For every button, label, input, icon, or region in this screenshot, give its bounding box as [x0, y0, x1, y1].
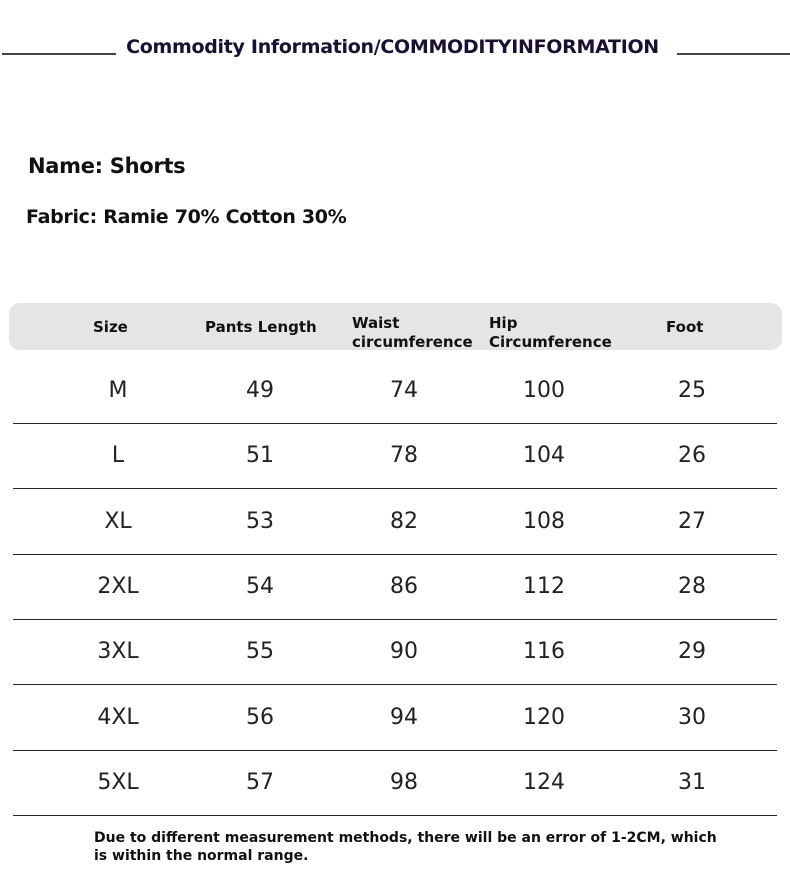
cell-pants-length: 55 [246, 639, 274, 665]
title-divider-right [677, 53, 790, 55]
table-row [13, 620, 777, 685]
cell-pants-length: 56 [246, 704, 274, 730]
cell-size: 3XL [97, 639, 139, 665]
header-size: Size [93, 318, 128, 336]
cell-foot: 25 [678, 378, 706, 403]
size-table-header [9, 303, 782, 350]
cell-foot: 27 [678, 508, 706, 534]
product-fabric: Fabric: Ramie 70% Cotton 30% [26, 206, 347, 228]
cell-hip: 124 [523, 769, 565, 795]
product-name: Name: Shorts [28, 154, 186, 178]
cell-waist: 90 [390, 639, 418, 665]
cell-pants-length: 57 [246, 769, 274, 795]
header-hip-line1: Hip [489, 314, 518, 332]
header-hip [489, 314, 612, 352]
cell-waist: 74 [390, 378, 418, 403]
cell-hip: 116 [523, 639, 565, 665]
cell-size: 2XL [97, 573, 139, 599]
row-divider [13, 815, 777, 816]
cell-foot: 29 [678, 639, 706, 665]
page-title: Commodity Information/COMMODITYINFORMATION [126, 36, 659, 58]
cell-waist: 86 [390, 573, 418, 599]
table-row [13, 359, 777, 424]
cell-size: M [108, 378, 128, 403]
header-waist-line1: Waist [352, 314, 400, 332]
cell-size: L [111, 443, 125, 469]
cell-foot: 30 [678, 704, 706, 730]
cell-waist: 94 [390, 704, 418, 730]
title-divider-left [2, 53, 116, 55]
cell-hip: 108 [523, 508, 565, 534]
cell-pants-length: 49 [246, 378, 274, 403]
header-waist [352, 314, 473, 352]
cell-foot: 26 [678, 443, 706, 469]
table-row [13, 490, 777, 555]
table-row [13, 424, 777, 489]
cell-size: 5XL [97, 769, 139, 795]
table-row [13, 686, 777, 751]
measurement-note: Due to different measurement methods, there will be an error of 1-2CM, which is within the normal range. [94, 830, 717, 864]
cell-hip: 100 [523, 378, 565, 403]
cell-waist: 82 [390, 508, 418, 534]
cell-hip: 112 [523, 573, 565, 599]
cell-pants-length: 54 [246, 573, 274, 599]
cell-foot: 31 [678, 769, 706, 795]
header-pants-length: Pants Length [205, 318, 317, 336]
header-waist-line2: circumference [352, 333, 473, 351]
table-row [13, 555, 777, 620]
cell-pants-length: 53 [246, 508, 274, 534]
cell-pants-length: 51 [246, 443, 274, 469]
cell-hip: 104 [523, 443, 565, 469]
cell-waist: 78 [390, 443, 418, 469]
table-row [13, 751, 777, 816]
header-foot: Foot [666, 318, 704, 336]
cell-size: XL [104, 508, 132, 534]
cell-hip: 120 [523, 704, 565, 730]
cell-size: 4XL [97, 704, 139, 730]
cell-foot: 28 [678, 573, 706, 599]
header-hip-line2: Circumference [489, 333, 612, 351]
cell-waist: 98 [390, 769, 418, 795]
